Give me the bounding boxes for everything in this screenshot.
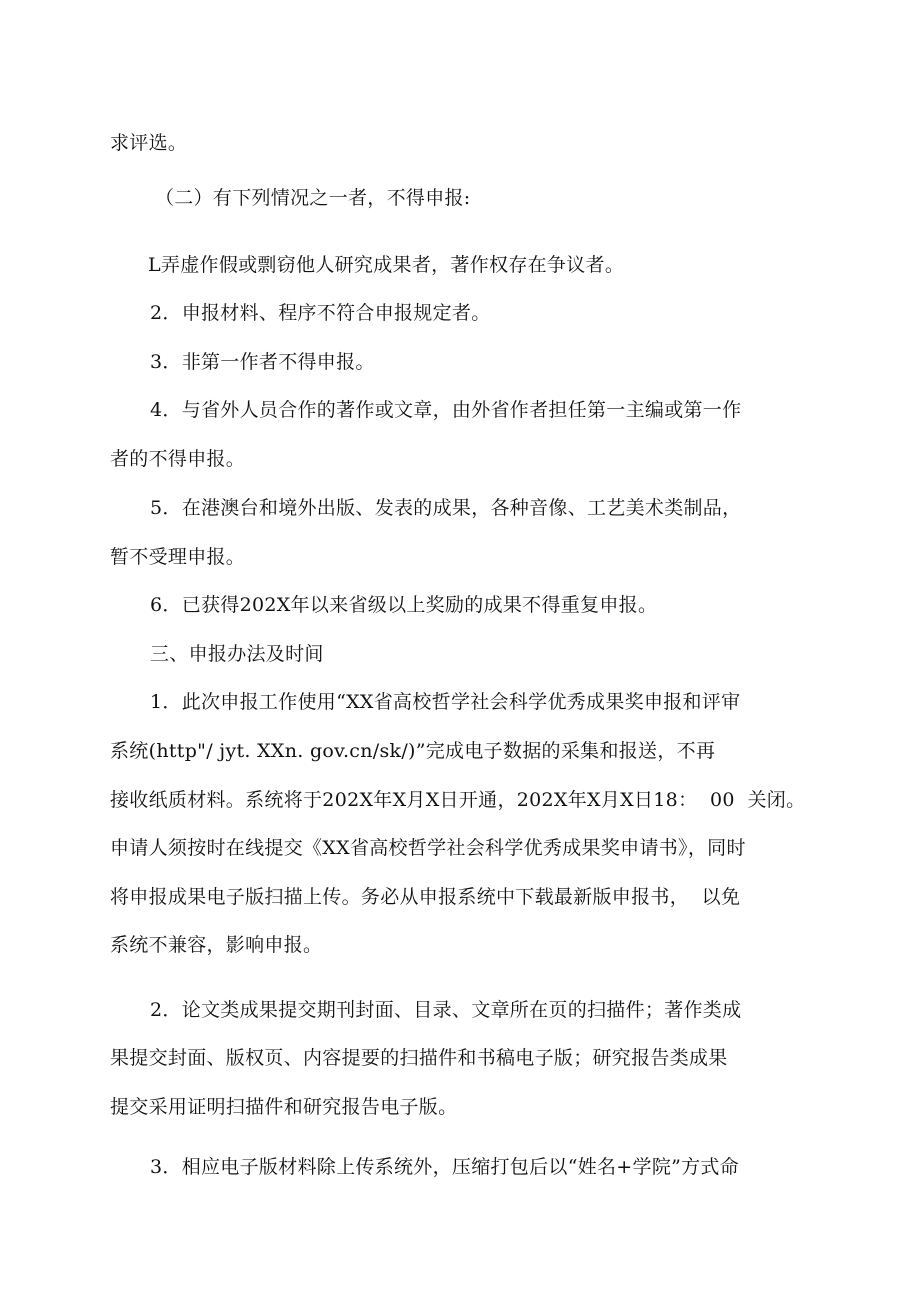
paragraph-line: 果提交封面、版权页、内容提要的扫描件和书稿电子版；研究报告类成果 <box>110 1047 728 1069</box>
paragraph-line: 6．已获得202X年以来省级以上奖励的成果不得重复申报。 <box>150 594 658 616</box>
paragraph-line: 将申报成果电子版扫描上传。务必从申报系统中下载最新版申报书， 以免 <box>110 886 741 908</box>
paragraph-line: 3．相应电子版材料除上传系统外，压缩打包后以“姓名+学院”方式命 <box>150 1156 740 1178</box>
paragraph-line: 系统不兼容，影响申报。 <box>110 934 323 956</box>
paragraph-line: 接收纸质材料。系统将于202X年X月X日开通，202X年X月X日18： 00 关闭。 <box>110 789 806 811</box>
paragraph-line: 求评选。 <box>110 132 188 154</box>
paragraph-line: 系统(http"/ jyt. XXn. gov.cn/sk/)”完成电子数据的采集和报送，不再 <box>110 740 716 762</box>
paragraph-line: 5．在港澳台和境外出版、发表的成果，各种音像、工艺美术类制品， <box>150 497 742 519</box>
paragraph-line: 1．此次申报工作使用“XX省高校哲学社会科学优秀成果奖申报和评审 <box>150 691 741 713</box>
paragraph-line: 4．与省外人员合作的著作或文章，由外省作者担任第一主编或第一作 <box>150 399 742 421</box>
paragraph-line: 2．申报材料、程序不符合申报规定者。 <box>150 302 491 324</box>
section-heading: （二）有下列情况之一者，不得申报: <box>155 187 471 209</box>
paragraph-line: 提交采用证明扫描件和研究报告电子版。 <box>110 1096 458 1118</box>
paragraph-line: L弄虚作假或剽窃他人研究成果者，著作权存在争议者。 <box>148 254 625 276</box>
section-heading: 三、申报办法及时间 <box>150 643 324 665</box>
paragraph-line: 2．论文类成果提交期刊封面、目录、文章所在页的扫描件；著作类成 <box>150 999 742 1021</box>
paragraph-line: 暂不受理申报。 <box>110 546 246 568</box>
paragraph-line: 3．非第一作者不得申报。 <box>150 351 375 373</box>
paragraph-line: 申请人须按时在线提交《XX省高校哲学社会科学优秀成果奖申请书》，同时 <box>110 837 746 859</box>
paragraph-line: 者的不得申报。 <box>110 448 246 470</box>
